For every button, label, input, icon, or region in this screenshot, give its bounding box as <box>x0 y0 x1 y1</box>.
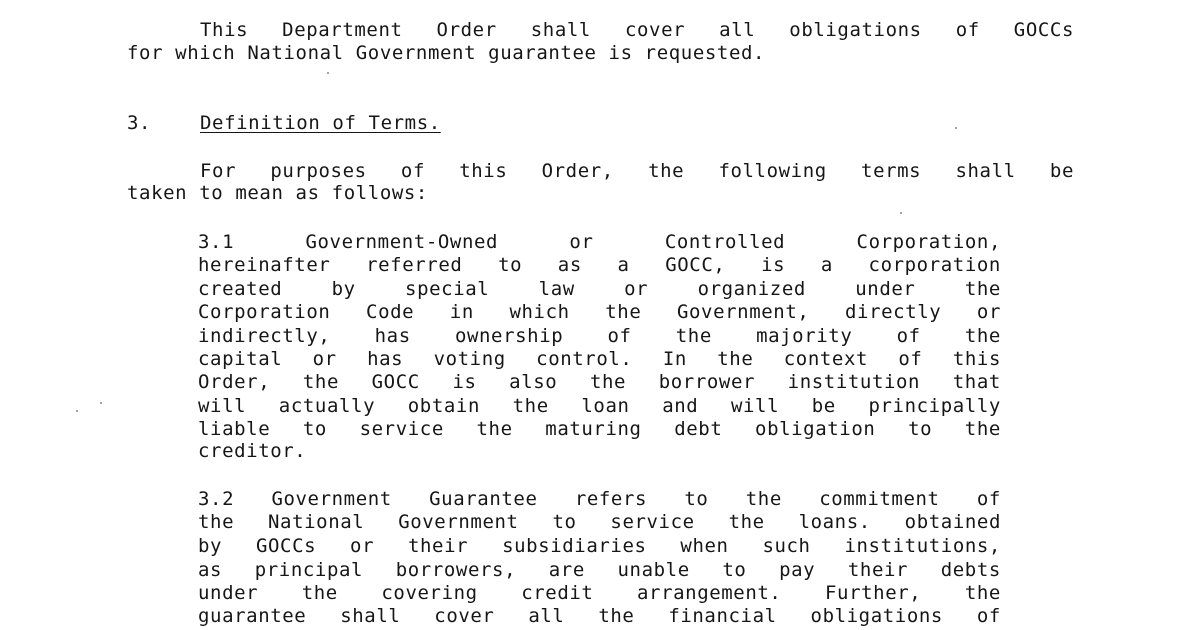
word: the <box>964 582 1001 604</box>
word: Government-Owned <box>305 231 499 253</box>
word: to <box>498 254 523 276</box>
section-para-line-1 <box>200 162 1074 181</box>
word: ownership <box>454 325 564 347</box>
section-heading: Definition of Terms. <box>200 112 441 134</box>
word: Government, <box>676 301 810 323</box>
word: a <box>820 254 833 276</box>
word: Guarantee <box>429 488 538 510</box>
word: credit <box>521 582 594 604</box>
word: arrangement. <box>637 582 782 604</box>
def31-line <box>198 350 1001 369</box>
word: Order <box>436 19 497 41</box>
word: shall <box>530 19 591 41</box>
word: as <box>557 254 582 276</box>
word: to <box>302 418 327 440</box>
word: to <box>722 559 747 581</box>
word: Corporation, <box>856 231 1001 253</box>
word: to <box>552 511 577 533</box>
word: Government <box>271 488 392 510</box>
word: will <box>730 395 780 417</box>
word: or <box>624 278 649 300</box>
section-para-line-2: taken to mean as follows: <box>127 182 428 204</box>
word: Further, <box>825 582 922 604</box>
word: is <box>452 371 477 393</box>
word: by <box>331 278 356 300</box>
word: their <box>407 535 469 557</box>
word: principally <box>868 395 1001 417</box>
word: a <box>617 254 630 276</box>
intro-line-1 <box>200 21 1074 40</box>
def32-line <box>198 561 1001 580</box>
word: referred <box>366 254 463 276</box>
word: maturing <box>545 418 642 440</box>
word: that <box>952 371 1001 393</box>
word: all <box>528 605 565 627</box>
word: under <box>198 582 259 604</box>
word: obligation <box>755 418 876 440</box>
def32-line <box>198 513 1001 532</box>
scan-speck <box>100 402 102 404</box>
word: has <box>367 348 404 370</box>
def31-line <box>198 303 1001 322</box>
word: special <box>405 278 490 300</box>
word: shall <box>340 605 401 627</box>
word: Order, <box>198 371 271 393</box>
word: context <box>783 348 869 370</box>
word: of <box>896 325 921 347</box>
word: cover <box>434 605 495 627</box>
intro-line-2: for which National Government guarantee is requested. <box>127 42 766 64</box>
word: their <box>847 559 909 581</box>
word: capital <box>198 348 283 370</box>
word: or <box>976 301 1001 323</box>
word: commitment <box>819 488 940 510</box>
word: hereinafter <box>198 254 331 276</box>
word: law <box>538 278 575 300</box>
word: obtain <box>407 395 480 417</box>
word: be <box>1049 160 1074 182</box>
word: of <box>955 19 980 41</box>
word: or <box>312 348 337 370</box>
word: borrower <box>658 371 756 393</box>
word: following <box>718 160 827 182</box>
word: the <box>675 325 712 347</box>
def31-line <box>198 373 1001 392</box>
word: For <box>200 160 237 182</box>
word: GOCCs <box>1013 19 1074 41</box>
word: Department <box>282 19 403 41</box>
word: institutions, <box>844 535 1001 557</box>
word: to <box>908 418 933 440</box>
word: of <box>976 605 1001 627</box>
scan-speck <box>327 72 329 74</box>
word: the <box>512 395 549 417</box>
scan-speck <box>955 127 957 129</box>
word: created <box>198 278 283 300</box>
def31-line <box>198 280 1001 299</box>
word: the <box>745 488 782 510</box>
def31-last-line: creditor. <box>198 440 307 462</box>
word: terms <box>861 160 922 182</box>
word: obligations <box>789 19 922 41</box>
word: Corporation <box>198 301 331 323</box>
word: will <box>198 395 247 417</box>
word: this <box>952 348 1001 370</box>
word: loan <box>581 395 630 417</box>
word: organized <box>697 278 806 300</box>
word: Order, <box>541 160 614 182</box>
word: institution <box>787 371 921 393</box>
word: obligations <box>810 605 943 627</box>
word: GOCC <box>371 371 420 393</box>
word: such <box>762 535 811 557</box>
word: the <box>964 418 1001 440</box>
word: or <box>350 535 375 557</box>
word: the <box>302 371 339 393</box>
def32-line <box>198 607 1001 626</box>
word: refers <box>574 488 648 510</box>
def32-line <box>198 537 1001 556</box>
word: the <box>598 605 635 627</box>
word: control. <box>536 348 633 370</box>
word: be <box>811 395 836 417</box>
def32-line <box>198 490 1001 509</box>
word: when <box>680 535 729 557</box>
word: the <box>964 278 1001 300</box>
word: are <box>548 559 585 581</box>
word: service <box>359 418 444 440</box>
word: the <box>717 348 754 370</box>
word: covering <box>381 582 478 604</box>
word: pay <box>779 559 816 581</box>
word: to <box>684 488 709 510</box>
word: shall <box>955 160 1016 182</box>
word: of <box>607 325 632 347</box>
def31-line <box>198 256 1001 275</box>
word: as <box>198 559 223 581</box>
word: of <box>400 160 425 182</box>
word: actually <box>278 395 376 417</box>
def31-line <box>198 420 1001 439</box>
word: the <box>476 418 513 440</box>
word: purposes <box>270 160 367 182</box>
scan-speck <box>900 212 902 214</box>
word: GOCCs <box>255 535 317 557</box>
word: the <box>301 582 338 604</box>
word: also <box>509 371 558 393</box>
word: Code <box>366 301 415 323</box>
word: voting <box>433 348 506 370</box>
word: principal <box>254 559 364 581</box>
word: debts <box>940 559 1001 581</box>
word: corporation <box>868 254 1001 276</box>
word: financial <box>668 605 777 627</box>
word: 3.1 <box>198 231 235 253</box>
def31-line <box>198 397 1001 416</box>
word: all <box>719 19 756 41</box>
word: GOCC, <box>665 254 726 276</box>
word: the <box>589 371 627 393</box>
scan-speck <box>76 410 78 412</box>
word: cover <box>624 19 686 41</box>
word: Controlled <box>664 231 786 253</box>
word: and <box>662 395 699 417</box>
word: of <box>898 348 923 370</box>
word: or <box>569 231 594 253</box>
def31-line <box>198 327 1001 346</box>
word: In <box>662 348 687 370</box>
word: service <box>610 511 695 533</box>
word: Government <box>398 511 519 533</box>
word: 3.2 <box>198 488 235 510</box>
word: this <box>459 160 508 182</box>
word: majority <box>756 325 853 347</box>
word: the <box>648 160 685 182</box>
def32-line <box>198 584 1001 603</box>
word: under <box>855 278 916 300</box>
word: of <box>976 488 1001 510</box>
word: directly <box>845 301 942 323</box>
def31-line <box>198 233 1001 252</box>
word: liable <box>198 418 271 440</box>
word: subsidiaries <box>502 535 647 557</box>
word: the <box>964 325 1001 347</box>
word: in <box>449 301 474 323</box>
word: by <box>198 535 223 557</box>
word: indirectly, <box>198 325 331 347</box>
word: the <box>728 511 765 533</box>
word: has <box>374 325 411 347</box>
word: the <box>198 511 235 533</box>
word: loans. <box>798 511 871 533</box>
word: is <box>761 254 786 276</box>
word: obtained <box>904 511 1001 533</box>
word: the <box>605 301 642 323</box>
word: National <box>268 511 365 533</box>
word: guarantee <box>198 605 307 627</box>
word: unable <box>617 559 690 581</box>
word: debt <box>674 418 723 440</box>
word: borrowers, <box>395 559 517 581</box>
word: This <box>200 19 249 41</box>
section-number: 3. <box>127 112 152 134</box>
word: which <box>509 301 570 323</box>
